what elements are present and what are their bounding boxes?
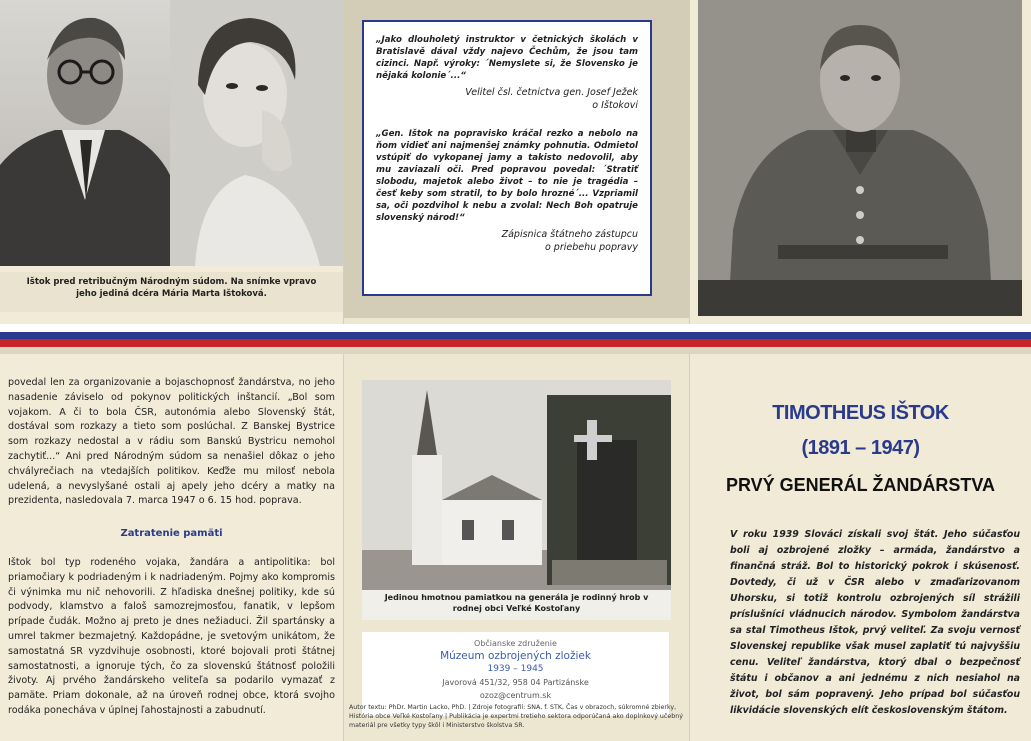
years-title: (1891 – 1947) xyxy=(801,437,920,459)
quote-czech: „Jako dlouholetý instruktor v četnických školách v Bratislavě dával vždy najevo Čechům, že jsou tam cizinci. Např. výroky: ´Nemyslete si, že Slovensko je nějaká kolonie´...“ xyxy=(376,35,638,81)
grave-photo xyxy=(362,380,671,620)
portrait-photos xyxy=(0,0,343,266)
slovak-tricolor-band xyxy=(0,324,1031,354)
quotes-box xyxy=(362,20,652,296)
left-panel xyxy=(0,0,343,741)
grave-photo-caption: Jedinou hmotnou pamiatkou na generála je rodinný hrob v rodnej obci Veľké Kostoľany xyxy=(362,590,671,616)
general-portrait xyxy=(698,0,1022,316)
attribution-line: Velitel čsl. četnictva gen. Josef Ježek xyxy=(465,87,638,98)
museum-years: 1939 – 1945 xyxy=(487,664,544,674)
museum-address: Javorová 451/32, 958 04 Partizánske xyxy=(442,678,589,687)
quote-attribution xyxy=(376,228,638,254)
right-panel xyxy=(690,0,1031,741)
body-text xyxy=(8,376,335,509)
museum-name: Múzeum ozbrojených zložiek xyxy=(440,650,591,662)
attribution-line: o Ištokovi xyxy=(592,100,638,111)
attribution-line: Zápisnica štátneho zástupcu xyxy=(501,229,638,240)
paragraph: povedal len za organizovanie a bojaschopnosť žandárstva, no jeho nasadenie záviselo od pokynov politických inštancií. „Bol som vojakom. A či to bola ČSR, autonómia alebo Slovenský štát, dostával som rozkazy a tieto som poslúchal. Z Banskej Bystrice som rozkazy nedostal a v rádiu som Banskú Bystricu nemohol zachytiť...“ Ani pred Národným súdom sa nenašiel dôkaz o jeho chvályrečiach na vtedajších politikov. Keďže mu milosť nebola udelená, a nevyslyšané ostali aj apely jeho dcéry a matky na prezidenta, nasledovala 7. marca 1947 o 6. 15 hod. poprava. xyxy=(8,377,335,507)
subtitle: PRVÝ GENERÁL ŽANDÁRSTVA xyxy=(725,475,996,495)
photo-caption: Ištok pred retribučným Národným súdom. Na snímke vpravo jeho jediná dcéra Mária Marta Ištoková. xyxy=(0,272,343,312)
paragraph: Ištok bol typ rodeného vojaka, žandára a antipolitika: bol priamočiary k podriadeným i k nadriadeným. Pojmy ako kompromis či výnimka mu nič nehovorili. Z hľadiska dnešnej politiky, kde sú podvody, klamstvo a faloš samozrejmosťou, fanatik, v lepšom prípade čudák. Možno aj preto je dnes nežiaduci. Žil spartánsky a umrel takmer bezmajetný. Každopádne, je svetovým unikátom, že samostatná SR vyzdvihuje osobnosti, ktoré bojovali proti štátnej samostatnosti, a ignoruje tých, čo za slovenskú štátnosť položili životy. Aj prvého žandárskeho veliteľa sa podarilo vymazať z pamäte. Priam dokonale, až na úroveň rodnej obce, ktorá svojho rodáka ponecháva v úplnej ľahostajnosti a zabudnutí. xyxy=(8,557,335,716)
museum-org: Občianske združenie xyxy=(474,639,557,648)
name-title: TIMOTHEUS IŠTOK xyxy=(772,402,949,424)
quote-attribution xyxy=(376,86,638,112)
credits: Autor textu: PhDr. Martin Lacko, PhD. | Zdroje fotografií: SNA, f. STK, Čas v obrazoch, súkromné zbierky, História obce Veľké Kostoľany | Publikácia je expertmi tretieho sektora odporúčaná ako doplnkový učebný materiál pre všetky typy škôl i Ministerstvo školstva SR. xyxy=(349,704,683,729)
section-heading: Zatratenie pamäti xyxy=(120,528,223,539)
intro-text: V roku 1939 Slováci získali svoj štát. Jeho súčasťou boli aj ozbrojené zložky – armáda, žandárstvo a finančná stráž. Bol to historický pokrok i skúsenosť. Dovtedy, či už v ČSR alebo v zmaďarizovanom Uhorsku, si totiž kontrolu ozbrojených síl strážili príslušníci vládnucich národov. Symbolom žandárstva sa stal Timotheus Ištok, prvý veliteľ. Za svoju vernosť Slovenskej republike však musel zaplatiť tú najvyššiu cenu. Veliteľ žandárstva, ktorý dbal o bezpečnosť štátu i občanov a ani jednému z nich nesiahol na život, bol sám popravený. Jeho prípad bol súčasťou likvidácie slovenských elít československým štátom. xyxy=(730,529,1020,716)
museum-email[interactable]: ozoz@centrum.sk xyxy=(479,691,552,700)
attribution-line: o priebehu popravy xyxy=(544,242,638,253)
quote-execution: „Gen. Ištok na popravisko kráčal rezko a nebolo na ňom vidieť ani najmenšej známky pohnutia. Odmietol vstúpiť do vykopanej jamy a takisto nedovolil, aby mu zaviazali oči. Pred popravou povedal: ´Stratiť slobodu, majetok alebo život – to nie je tragédia – česť keby som stratil, to by bolo hrozné´... Vzpriamil sa, oči pozdvihol k nebu a zvolal: Nech Boh opatruje slovenský národ!“ xyxy=(376,129,638,223)
